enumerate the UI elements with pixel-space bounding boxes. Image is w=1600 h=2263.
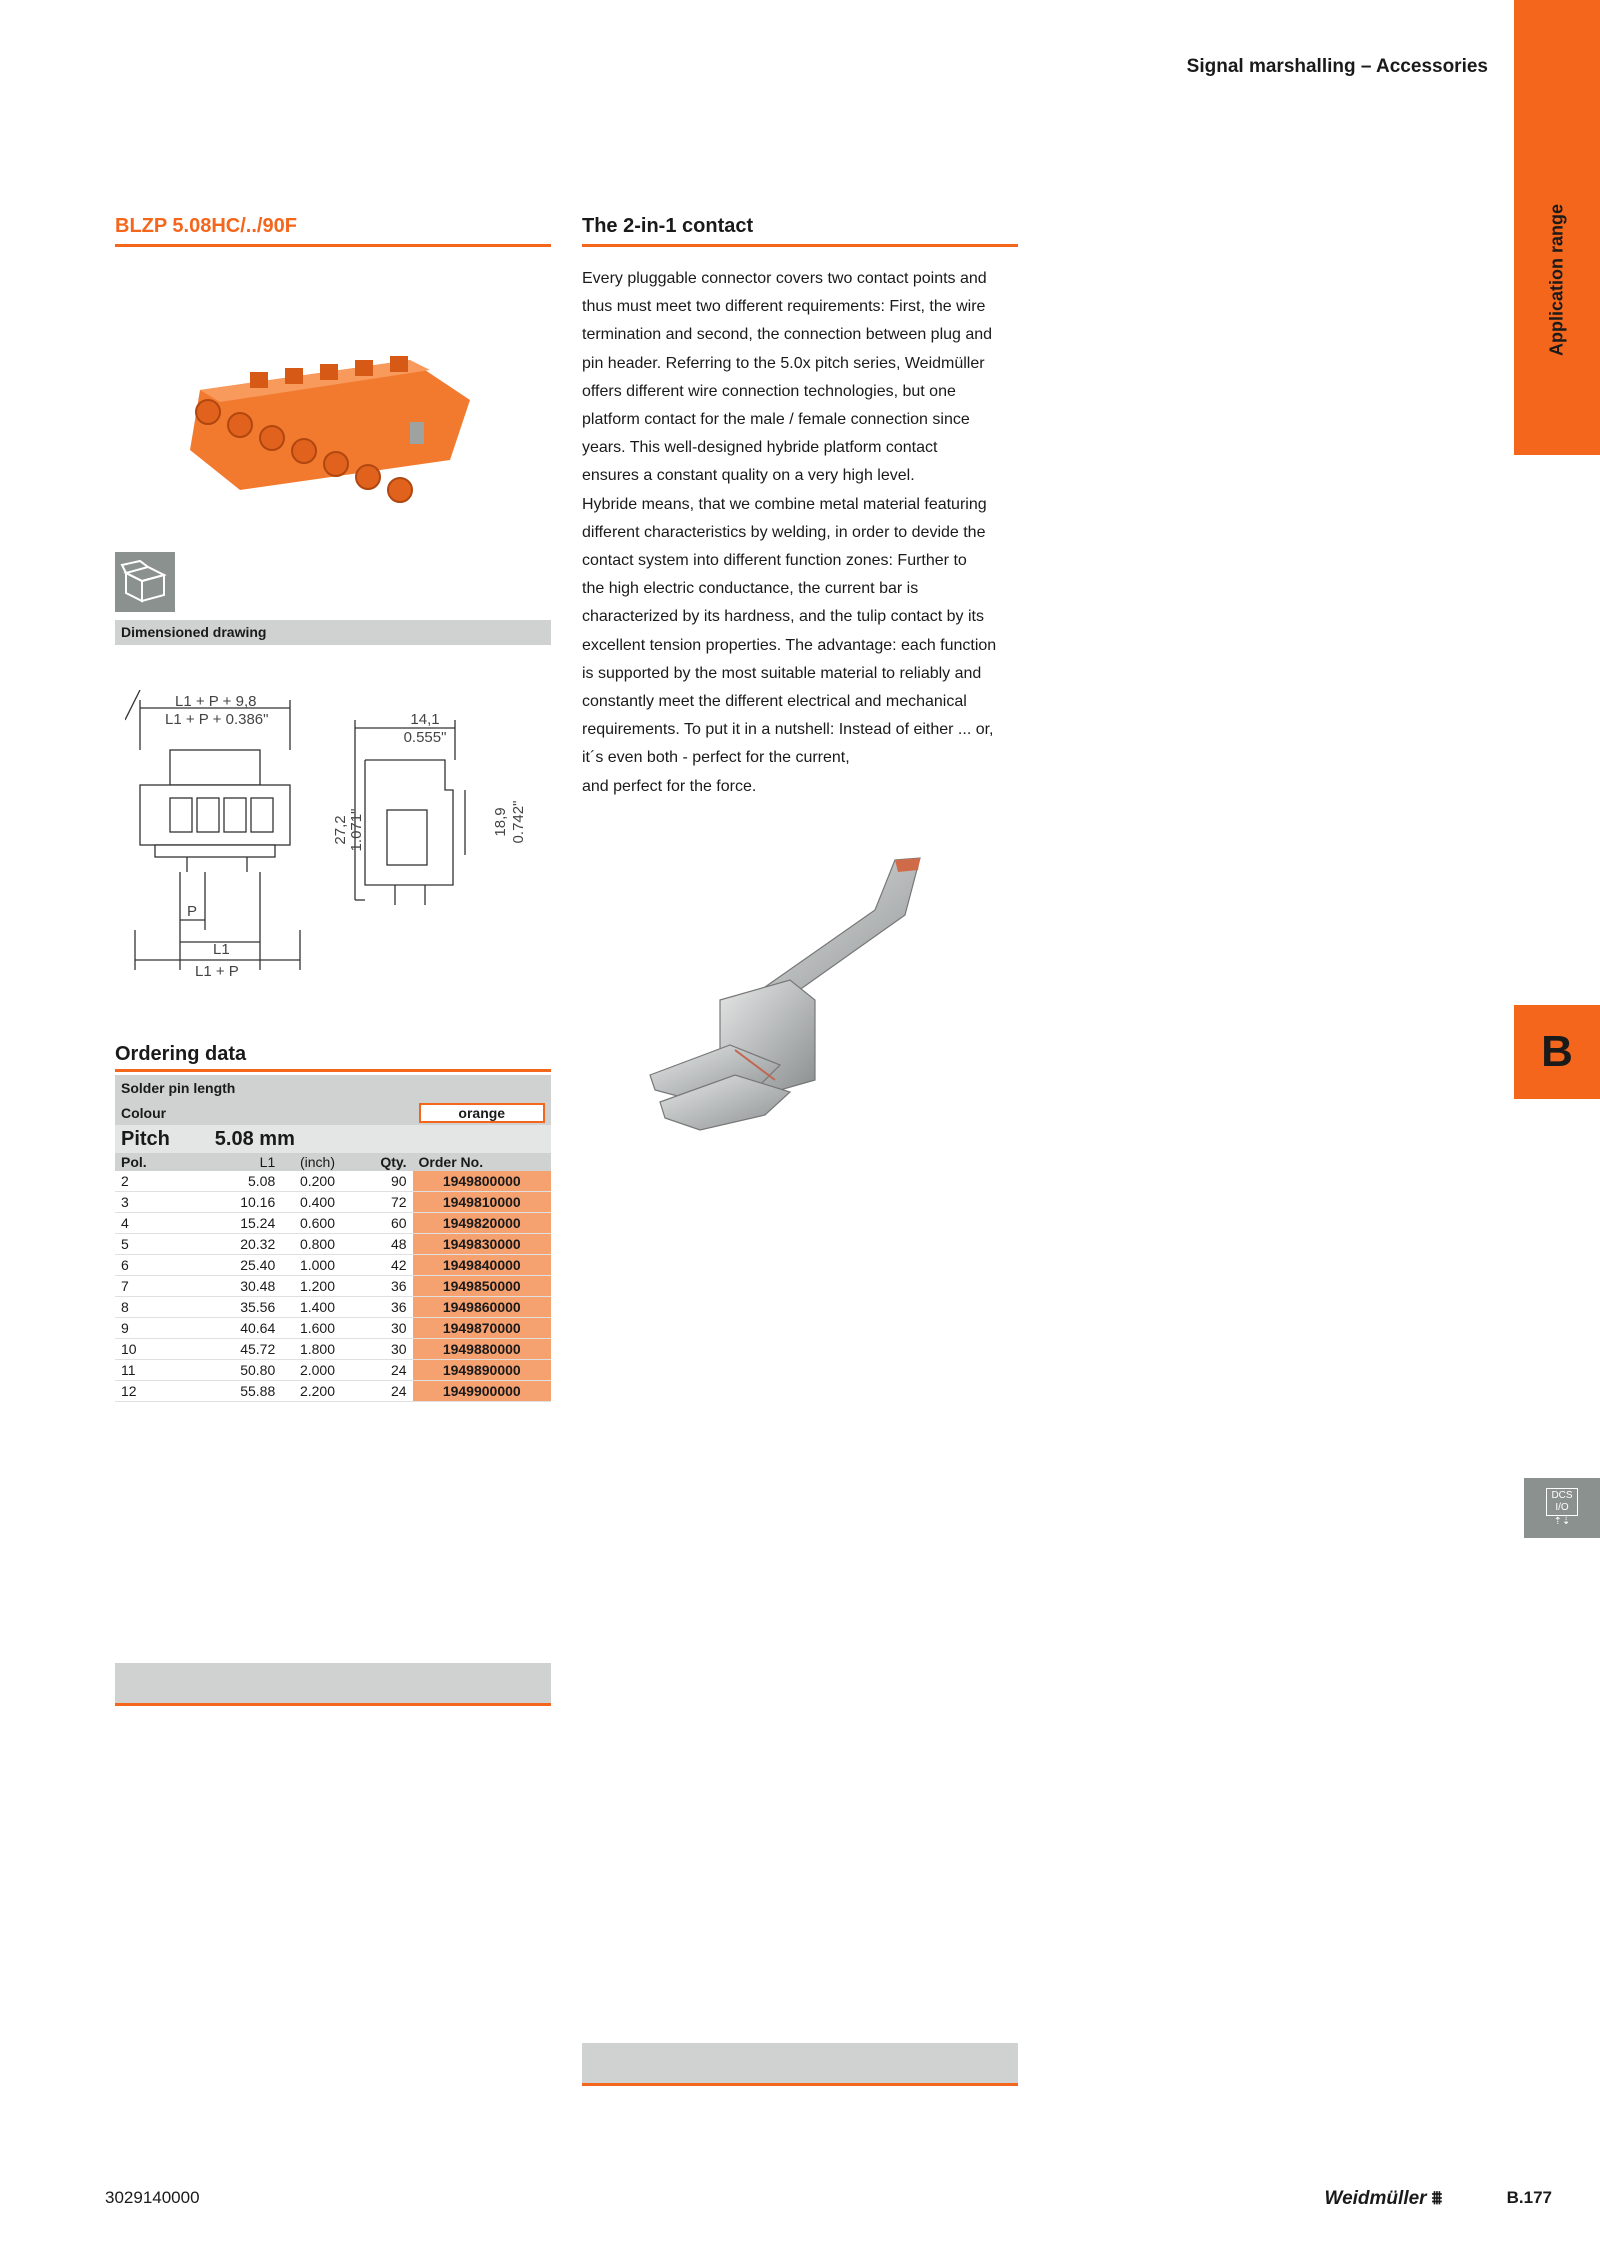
cell-order-no[interactable]: 1949850000 (413, 1276, 551, 1297)
dim-text-p: P (187, 903, 198, 920)
table-row (115, 1381, 551, 1402)
contact-text-line: and perfect for the force. (582, 777, 757, 795)
cell-inch: 0.800 (281, 1234, 353, 1255)
dim-text-side2: 0.555" (403, 729, 447, 746)
dim-line-top (125, 690, 140, 720)
cell-l1: 10.16 (209, 1192, 281, 1213)
pitch-label: Pitch (115, 1125, 209, 1153)
contact-text-line: the high electric conductance, the current bar is (582, 580, 919, 598)
dim-text-h2: 1.071" (348, 808, 365, 852)
product-title: BLZP 5.08HC/../90F (115, 215, 297, 237)
cell-l1: 50.80 (209, 1360, 281, 1381)
cell-pol: 11 (115, 1360, 209, 1381)
col-header-qty: Qty. (354, 1153, 413, 1171)
table-row (115, 1171, 551, 1192)
cell-pol: 8 (115, 1297, 209, 1318)
dimensioned-drawing-bar (115, 620, 551, 645)
dcs-arrows-icon: ⇡⇣ (1553, 1516, 1571, 1527)
left-blank-bar (115, 1663, 551, 1706)
middle-blank-bar (582, 2043, 1018, 2086)
cell-qty: 24 (354, 1360, 413, 1381)
cell-inch: 1.600 (281, 1318, 353, 1339)
contact-text-line: pin header. Referring to the 5.0x pitch series, Weidmüller (582, 354, 985, 372)
dimensioned-drawing-label: Dimensioned drawing (121, 624, 267, 640)
dim-text-top2: L1 + P + 0.386" (165, 711, 269, 728)
side-tab-strip (1514, 0, 1600, 455)
table-row (115, 1360, 551, 1381)
dim-text-h4: 0.742" (510, 800, 527, 844)
dim-text-side1: 14,1 (410, 711, 440, 728)
brand-logo (1325, 2188, 1443, 2210)
cell-l1: 5.08 (209, 1171, 281, 1192)
table-header-row (115, 1153, 551, 1171)
cell-order-no[interactable]: 1949820000 (413, 1213, 551, 1234)
cell-qty: 90 (354, 1171, 413, 1192)
box-icon (120, 559, 170, 605)
table-row (115, 1192, 551, 1213)
dim-text-h3: 18,9 (492, 807, 509, 837)
contact-text-line: excellent tension properties. The advantage: each function (582, 636, 997, 654)
contact-text-line: platform contact for the male / female connection since (582, 411, 970, 429)
solder-pin-label: Solder pin length (115, 1075, 551, 1100)
cell-qty: 30 (354, 1318, 413, 1339)
col-header-pol: Pol. (115, 1153, 209, 1171)
cell-l1: 35.56 (209, 1297, 281, 1318)
dim-text-top1: L1 + P + 9,8 (175, 693, 257, 710)
product-title-rule (115, 244, 551, 247)
cell-l1: 45.72 (209, 1339, 281, 1360)
contact-text-line: requirements. To put it in a nutshell: Instead of either ... or, (582, 721, 994, 739)
cell-qty: 72 (354, 1192, 413, 1213)
ordering-title: Ordering data (115, 1043, 247, 1065)
dim-text-h1: 27,2 (332, 815, 349, 845)
contact-text-line: termination and second, the connection between plug and (582, 326, 993, 344)
ordering-table (115, 1075, 551, 1402)
page-number: B.177 (1506, 2188, 1552, 2207)
contact-text-line: contact system into different function zones: Further to (582, 552, 967, 570)
dimensioned-drawing (125, 690, 545, 990)
contact-title: The 2-in-1 contact (582, 215, 754, 237)
cell-pol: 6 (115, 1255, 209, 1276)
cell-inch: 0.600 (281, 1213, 353, 1234)
cell-order-no[interactable]: 1949870000 (413, 1318, 551, 1339)
contact-text-line: Hybride means, that we combine metal material featuring (582, 495, 987, 513)
contact-text-line: offers different wire connection technologies, but one (582, 382, 956, 400)
cell-qty: 36 (354, 1297, 413, 1318)
contact-text-line: it´s even both - perfect for the current, (582, 749, 850, 767)
brand-mark-icon: ⩩ (1431, 2188, 1442, 2209)
cell-l1: 20.32 (209, 1234, 281, 1255)
order-rows (115, 1171, 551, 1402)
cell-order-no[interactable]: 1949840000 (413, 1255, 551, 1276)
cell-pol: 10 (115, 1339, 209, 1360)
contact-text-line: Every pluggable connector covers two contact points and (582, 270, 987, 287)
cell-inch: 1.400 (281, 1297, 353, 1318)
col-header-l1: L1 (209, 1153, 281, 1171)
cell-order-no[interactable]: 1949830000 (413, 1234, 551, 1255)
dim-text-l1p: L1 + P (195, 963, 239, 980)
col-header-order-no: Order No. (413, 1153, 551, 1171)
cell-qty: 30 (354, 1339, 413, 1360)
cell-order-no[interactable]: 1949900000 (413, 1381, 551, 1402)
contact-title-rule (582, 244, 1018, 247)
colour-label: Colour (115, 1100, 413, 1125)
colour-row (115, 1100, 551, 1125)
cell-pol: 9 (115, 1318, 209, 1339)
contact-text-line: is supported by the most suitable material to reliably and (582, 664, 982, 682)
cell-order-no[interactable]: 1949810000 (413, 1192, 551, 1213)
cell-inch: 1.200 (281, 1276, 353, 1297)
dcs-io-icon (1524, 1478, 1600, 1538)
page-header-title: Signal marshalling – Accessories (1186, 56, 1488, 77)
cell-pol: 12 (115, 1381, 209, 1402)
pitch-value: 5.08 mm (209, 1125, 551, 1153)
table-row (115, 1255, 551, 1276)
cell-l1: 15.24 (209, 1213, 281, 1234)
contact-body-text (582, 265, 1018, 801)
ordering-table-wrap (115, 1075, 551, 1402)
cell-inch: 2.000 (281, 1360, 353, 1381)
cell-qty: 48 (354, 1234, 413, 1255)
contact-clip-photo (640, 840, 970, 1140)
contact-text-line: constantly meet the different electrical and mechanical (582, 693, 967, 711)
chapter-letter-tab[interactable]: B (1514, 1005, 1600, 1099)
cell-l1: 25.40 (209, 1255, 281, 1276)
table-row (115, 1234, 551, 1255)
dcs-icon-top: DCS (1551, 1490, 1573, 1501)
contact-text-line: ensures a constant quality on a very high level. (582, 467, 915, 485)
cell-inch: 2.200 (281, 1381, 353, 1402)
table-row (115, 1318, 551, 1339)
cell-pol: 7 (115, 1276, 209, 1297)
cell-pol: 2 (115, 1171, 209, 1192)
application-range-label: Application range (1546, 203, 1567, 357)
cell-pol: 4 (115, 1213, 209, 1234)
contact-text-line: characterized by its hardness, and the tulip contact by its (582, 608, 984, 626)
ordering-section-header (115, 1043, 551, 1072)
cell-qty: 24 (354, 1381, 413, 1402)
cell-qty: 60 (354, 1213, 413, 1234)
brand-name: Weidmüller (1324, 2188, 1427, 2209)
cell-qty: 36 (354, 1276, 413, 1297)
table-row (115, 1339, 551, 1360)
cell-l1: 55.88 (209, 1381, 281, 1402)
col-header-inch: (inch) (281, 1153, 353, 1171)
dcs-icon-bottom: I/O (1555, 1502, 1569, 1513)
cell-order-no[interactable]: 1949800000 (413, 1171, 551, 1192)
pitch-row (115, 1125, 551, 1153)
product-section (115, 215, 551, 247)
cell-inch: 1.800 (281, 1339, 353, 1360)
cell-pol: 5 (115, 1234, 209, 1255)
ordering-title-rule (115, 1069, 551, 1072)
cell-inch: 0.200 (281, 1171, 353, 1192)
contact-section-header (582, 215, 1018, 247)
cell-qty: 42 (354, 1255, 413, 1276)
cell-order-no[interactable]: 1949890000 (413, 1360, 551, 1381)
cell-inch: 0.400 (281, 1192, 353, 1213)
dim-text-l1: L1 (213, 941, 230, 958)
table-row (115, 1297, 551, 1318)
cell-l1: 30.48 (209, 1276, 281, 1297)
cell-pol: 3 (115, 1192, 209, 1213)
cell-inch: 1.000 (281, 1255, 353, 1276)
document-number: 3029140000 (105, 2188, 200, 2207)
contact-text-line: thus must meet two different requirements: First, the wire (582, 298, 986, 316)
contact-text-line: different characteristics by welding, in order to devide the (582, 523, 986, 541)
cell-order-no[interactable]: 1949860000 (413, 1297, 551, 1318)
table-row (115, 1276, 551, 1297)
cell-l1: 40.64 (209, 1318, 281, 1339)
table-row (115, 1213, 551, 1234)
solder-pin-row (115, 1075, 551, 1100)
contact-text-line: years. This well-designed hybride platform contact (582, 439, 938, 457)
connector-photo (180, 340, 480, 520)
colour-value: orange (419, 1103, 545, 1123)
box-icon-tile (115, 552, 175, 612)
cell-order-no[interactable]: 1949880000 (413, 1339, 551, 1360)
